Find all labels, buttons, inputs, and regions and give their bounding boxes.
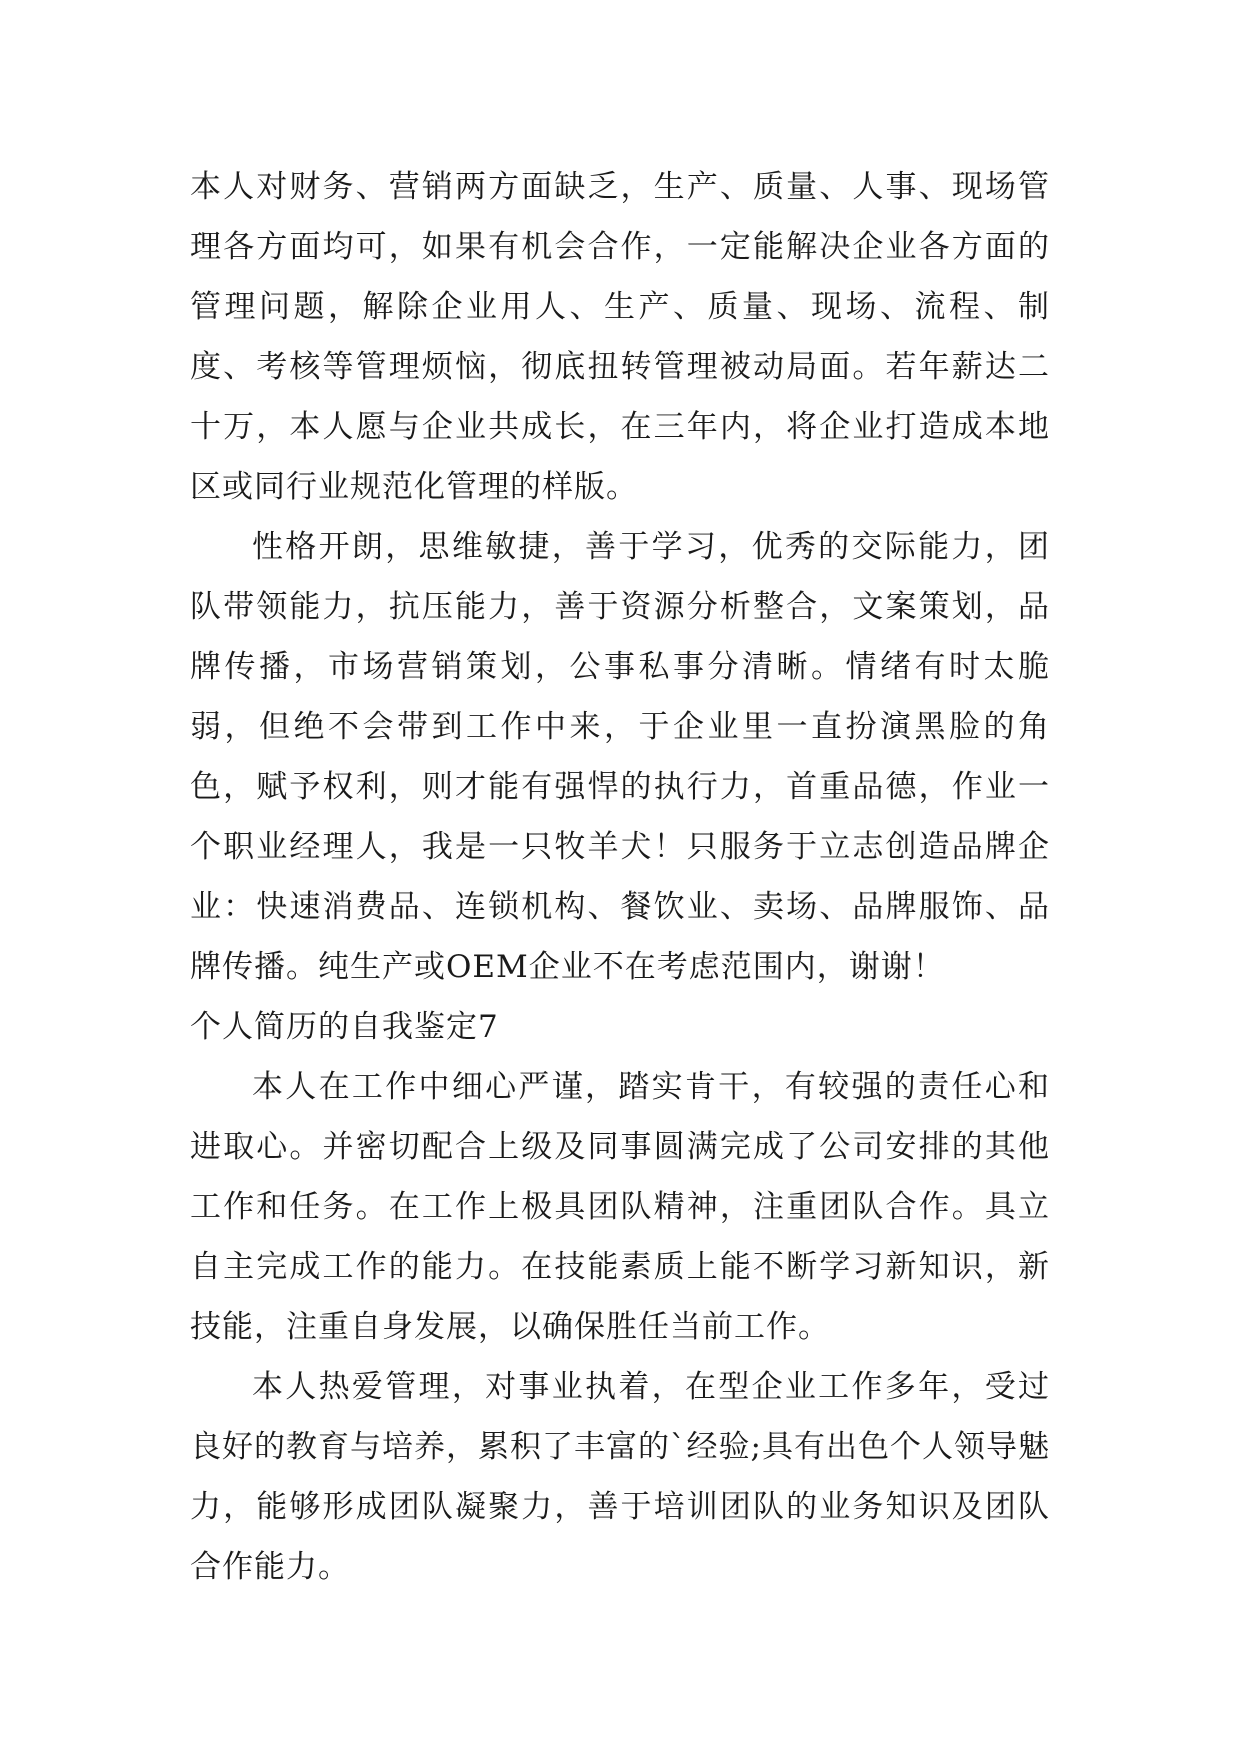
- paragraph-4: 本人热爱管理，对事业执着，在型企业工作多年，受过良好的教育与培养，累积了丰富的`经验;具有出色个人领导魅力，能够形成团队凝聚力，善于培训团队的业务知识及团队合作能力。: [190, 1369, 1050, 1585]
- paragraph-1: 本人对财务、营销两方面缺乏，生产、质量、人事、现场管理各方面均可，如果有机会合作，一定能解决企业各方面的管理问题，解除企业用人、生产、质量、现场、流程、制度、考核等管理烦恼，彻底扭转管理被动局面。若年薪达二十万，本人愿与企业共成长，在三年内，将企业打造成本地区或同行业规范化管理的样版。: [190, 169, 1050, 505]
- section-heading: 个人简历的自我鉴定7: [190, 1009, 499, 1045]
- document-body: [190, 157, 1050, 1597]
- paragraph-3: 本人在工作中细心严谨，踏实肯干，有较强的责任心和进取心。并密切配合上级及同事圆满完成了公司安排的其他工作和任务。在工作上极具团队精神，注重团队合作。具立自主完成工作的能力。在技能素质上能不断学习新知识，新技能，注重自身发展，以确保胜任当前工作。: [190, 1069, 1050, 1345]
- paragraph-2: 性格开朗，思维敏捷，善于学习，优秀的交际能力，团队带领能力，抗压能力，善于资源分析整合，文案策划，品牌传播，市场营销策划，公事私事分清晰。情绪有时太脆弱，但绝不会带到工作中来，于企业里一直扮演黑脸的角色，赋予权利，则才能有强悍的执行力，首重品德，作业一个职业经理人，我是一只牧羊犬！只服务于立志创造品牌企业：快速消费品、连锁机构、餐饮业、卖场、品牌服饰、品牌传播。纯生产或OEM企业不在考虑范围内，谢谢！: [190, 529, 1050, 985]
